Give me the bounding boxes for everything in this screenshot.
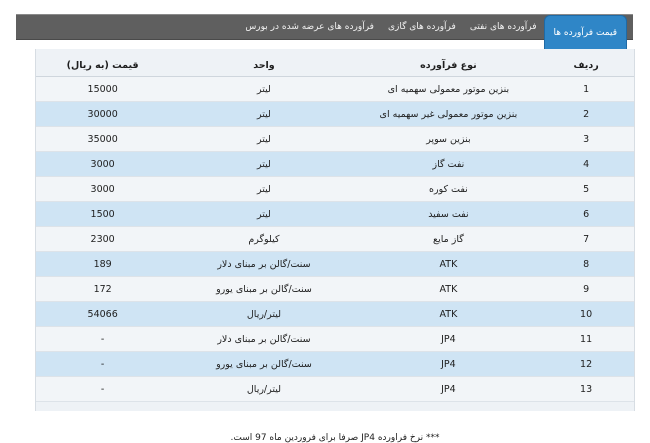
cell-radif: 12 xyxy=(538,352,634,377)
footnote: *** نرخ فراورده JP4 صرفا برای فروردین ماه 97 است. xyxy=(230,433,440,443)
cell-radif: 5 xyxy=(538,177,634,202)
cell-unit: لیتر xyxy=(169,177,358,202)
tab-bar xyxy=(16,14,633,40)
header-price: قیمت (به ریال) xyxy=(36,54,169,77)
cell-unit: لیتر/ریال xyxy=(169,302,358,327)
table-row xyxy=(36,377,634,402)
cell-unit: لیتر xyxy=(169,127,358,152)
tab-exchange-products[interactable]: فرآورده های عرضه شده در بورس xyxy=(245,22,374,32)
cell-price: 15000 xyxy=(36,77,169,102)
cell-price: - xyxy=(36,377,169,402)
cell-unit: سنت/گالن بر مبنای دلار xyxy=(169,252,358,277)
cell-radif: 3 xyxy=(538,127,634,152)
cell-product-type: ATK xyxy=(359,277,539,302)
cell-product-type: نفت گاز xyxy=(359,152,539,177)
cell-product-type: ATK xyxy=(359,252,539,277)
cell-price: 3000 xyxy=(36,177,169,202)
cell-price: 54066 xyxy=(36,302,169,327)
prices-table xyxy=(36,54,634,402)
cell-unit: لیتر xyxy=(169,202,358,227)
cell-price: - xyxy=(36,327,169,352)
cell-price: 189 xyxy=(36,252,169,277)
table-row xyxy=(36,327,634,352)
table-row xyxy=(36,152,634,177)
table-header-row xyxy=(36,54,634,77)
table-row xyxy=(36,252,634,277)
table-row xyxy=(36,77,634,102)
tab-product-prices[interactable]: قیمت فرآورده ها xyxy=(544,15,627,50)
cell-product-type: JP4 xyxy=(359,377,539,402)
cell-unit: سنت/گالن بر مبنای یورو xyxy=(169,352,358,377)
tab-oil-products[interactable]: فرآورده های نفتی xyxy=(469,22,537,32)
cell-radif: 1 xyxy=(538,77,634,102)
table-row xyxy=(36,177,634,202)
table-row xyxy=(36,102,634,127)
table-row xyxy=(36,127,634,152)
table-row xyxy=(36,352,634,377)
cell-radif: 10 xyxy=(538,302,634,327)
cell-price: 1500 xyxy=(36,202,169,227)
cell-radif: 6 xyxy=(538,202,634,227)
cell-radif: 4 xyxy=(538,152,634,177)
table-row xyxy=(36,227,634,252)
cell-product-type: نفت سفید xyxy=(359,202,539,227)
table-row xyxy=(36,202,634,227)
cell-radif: 8 xyxy=(538,252,634,277)
cell-radif: 7 xyxy=(538,227,634,252)
cell-price: 3000 xyxy=(36,152,169,177)
header-radif: ردیف xyxy=(538,54,634,77)
prices-panel xyxy=(35,49,635,443)
cell-unit: کیلوگرم xyxy=(169,227,358,252)
cell-price: - xyxy=(36,352,169,377)
cell-product-type: JP4 xyxy=(359,327,539,352)
tab-list xyxy=(16,15,633,39)
cell-unit: لیتر xyxy=(169,102,358,127)
cell-price: 2300 xyxy=(36,227,169,252)
cell-product-type: بنزین موتور معمولی سهمیه ای xyxy=(359,77,539,102)
cell-radif: 2 xyxy=(538,102,634,127)
cell-product-type: JP4 xyxy=(359,352,539,377)
cell-product-type: بنزین سوپر xyxy=(359,127,539,152)
header-unit: واحد xyxy=(169,54,358,77)
table-row xyxy=(36,277,634,302)
cell-unit: سنت/گالن بر مبنای دلار xyxy=(169,327,358,352)
cell-unit: لیتر/ریال xyxy=(169,377,358,402)
cell-unit: سنت/گالن بر مبنای یورو xyxy=(169,277,358,302)
table-row xyxy=(36,302,634,327)
cell-unit: لیتر xyxy=(169,152,358,177)
cell-product-type: بنزین موتور معمولی غیر سهمیه ای xyxy=(359,102,539,127)
cell-unit: لیتر xyxy=(169,77,358,102)
header-product-type: نوع فرآورده xyxy=(359,54,539,77)
cell-radif: 9 xyxy=(538,277,634,302)
cell-price: 172 xyxy=(36,277,169,302)
cell-price: 30000 xyxy=(36,102,169,127)
cell-product-type: گاز مایع xyxy=(359,227,539,252)
cell-product-type: نفت کوره xyxy=(359,177,539,202)
cell-product-type: ATK xyxy=(359,302,539,327)
cell-radif: 13 xyxy=(538,377,634,402)
tab-gas-products[interactable]: فرآورده های گازی xyxy=(387,22,456,32)
cell-radif: 11 xyxy=(538,327,634,352)
cell-price: 35000 xyxy=(36,127,169,152)
